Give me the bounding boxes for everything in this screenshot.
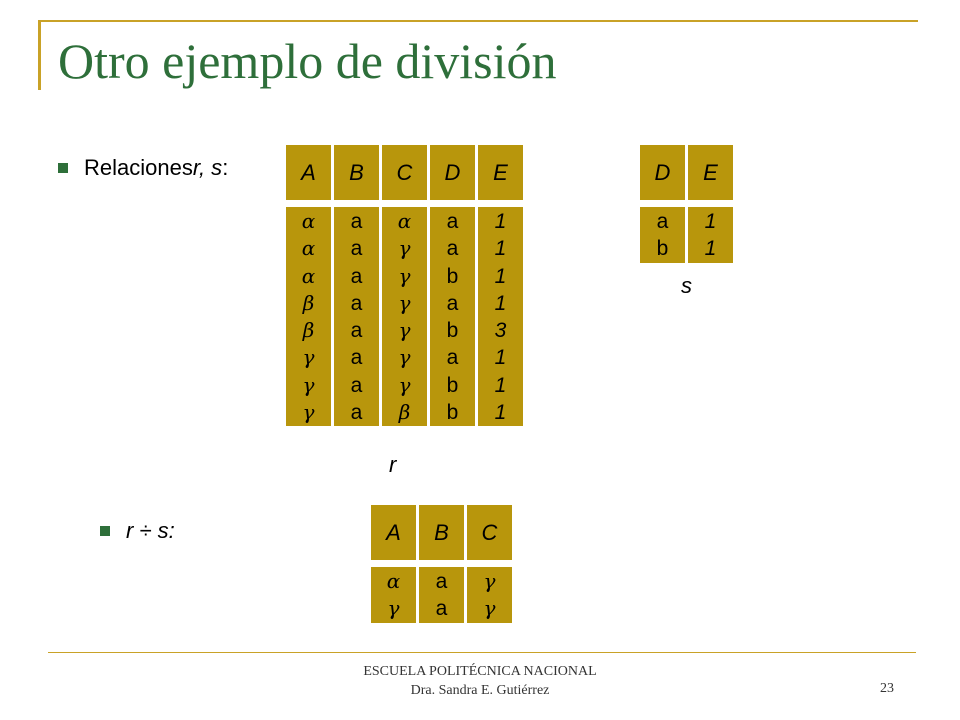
table-cell: a xyxy=(350,264,363,288)
table-s-label: s xyxy=(681,273,692,298)
column-header: B xyxy=(419,505,464,560)
column-header: C xyxy=(382,145,427,200)
column-header: D xyxy=(640,145,685,200)
table-cell: a xyxy=(435,597,448,621)
table-cell: a xyxy=(446,210,459,233)
column-body xyxy=(286,207,331,426)
table-cell: a xyxy=(446,346,459,370)
table-cell: a xyxy=(350,401,363,425)
table-cell: 1 xyxy=(494,264,507,288)
footer xyxy=(0,662,960,700)
table-cell: γ xyxy=(398,263,411,288)
table-cell: γ xyxy=(398,345,411,370)
table-cell: a xyxy=(446,291,459,315)
table-column xyxy=(419,505,464,623)
table-cell: b xyxy=(656,237,669,261)
table-column xyxy=(688,145,733,263)
column-body xyxy=(478,207,523,426)
column-body xyxy=(467,567,512,623)
column-header: A xyxy=(286,145,331,200)
frame-vertical-line xyxy=(38,20,41,90)
table-cell: a xyxy=(350,237,363,261)
table-cell: γ xyxy=(398,372,411,397)
footer-divider xyxy=(48,652,916,653)
table-cell: 1 xyxy=(704,210,717,233)
table-cell: a xyxy=(656,210,669,233)
table-cell: γ xyxy=(387,596,400,621)
slide-title: Otro ejemplo de división xyxy=(58,33,557,89)
table-cell: γ xyxy=(398,318,411,343)
column-header: B xyxy=(334,145,379,200)
column-body xyxy=(371,567,416,623)
table-cell: a xyxy=(350,373,363,397)
table-cell: α xyxy=(301,236,316,261)
bullet-square-icon xyxy=(58,163,68,173)
bullet-relations-italic: r, s xyxy=(192,155,223,180)
column-header: C xyxy=(467,505,512,560)
column-body xyxy=(688,207,733,263)
column-header: E xyxy=(688,145,733,200)
table-column xyxy=(430,145,475,426)
table-cell: 1 xyxy=(494,237,507,261)
table-r-label: r xyxy=(389,452,397,477)
table-column xyxy=(640,145,685,263)
table-column xyxy=(382,145,427,426)
table-cell: b xyxy=(446,401,459,425)
table-result xyxy=(371,505,512,623)
table-cell: a xyxy=(350,210,363,233)
table-r xyxy=(286,145,523,426)
column-header: E xyxy=(478,145,523,200)
bullet-relations-text: Relaciones xyxy=(84,155,193,180)
table-cell: β xyxy=(302,290,315,315)
page-number: 23 xyxy=(880,681,894,696)
table-cell: 1 xyxy=(494,291,507,315)
table-cell: b xyxy=(446,319,459,343)
table-cell: γ xyxy=(483,569,496,593)
column-body xyxy=(430,207,475,426)
table-cell: b xyxy=(446,264,459,288)
bullet-square-icon xyxy=(100,526,110,536)
bullet-relations-colon: : xyxy=(222,155,229,180)
table-cell: 1 xyxy=(494,346,507,370)
table-cell: γ xyxy=(302,345,315,370)
bullet-division xyxy=(100,518,175,544)
table-cell: γ xyxy=(302,400,315,425)
table-column xyxy=(334,145,379,426)
column-body xyxy=(419,567,464,623)
column-header: A xyxy=(371,505,416,560)
table-cell: 1 xyxy=(704,237,717,261)
footer-author: Dra. Sandra E. Gutiérrez xyxy=(410,683,550,698)
table-cell: α xyxy=(397,209,412,233)
table-cell: β xyxy=(302,318,315,343)
bullet-division-text: r ÷ s: xyxy=(126,518,175,543)
table-cell: 1 xyxy=(494,373,507,397)
table-cell: a xyxy=(350,319,363,343)
table-cell: 1 xyxy=(494,401,507,425)
table-column xyxy=(286,145,331,426)
table-cell: 3 xyxy=(494,319,507,343)
table-cell: α xyxy=(301,263,316,288)
table-column xyxy=(467,505,512,623)
column-body xyxy=(640,207,685,263)
bullet-relations xyxy=(58,155,228,181)
table-cell: a xyxy=(350,291,363,315)
table-cell: a xyxy=(446,237,459,261)
table-s xyxy=(640,145,733,263)
table-cell: a xyxy=(350,346,363,370)
column-body xyxy=(382,207,427,426)
table-cell: a xyxy=(435,570,448,593)
table-cell: α xyxy=(386,569,401,593)
table-cell: β xyxy=(398,400,411,425)
table-cell: γ xyxy=(398,236,411,261)
table-cell: 1 xyxy=(494,210,507,233)
table-cell: γ xyxy=(398,290,411,315)
table-cell: γ xyxy=(302,372,315,397)
column-body xyxy=(334,207,379,426)
column-header: D xyxy=(430,145,475,200)
table-cell: γ xyxy=(483,596,496,621)
table-column xyxy=(371,505,416,623)
table-column xyxy=(478,145,523,426)
frame-horizontal-line xyxy=(38,20,918,22)
table-cell: b xyxy=(446,373,459,397)
footer-institution: ESCUELA POLITÉCNICA NACIONAL xyxy=(363,664,597,679)
table-cell: α xyxy=(301,209,316,233)
